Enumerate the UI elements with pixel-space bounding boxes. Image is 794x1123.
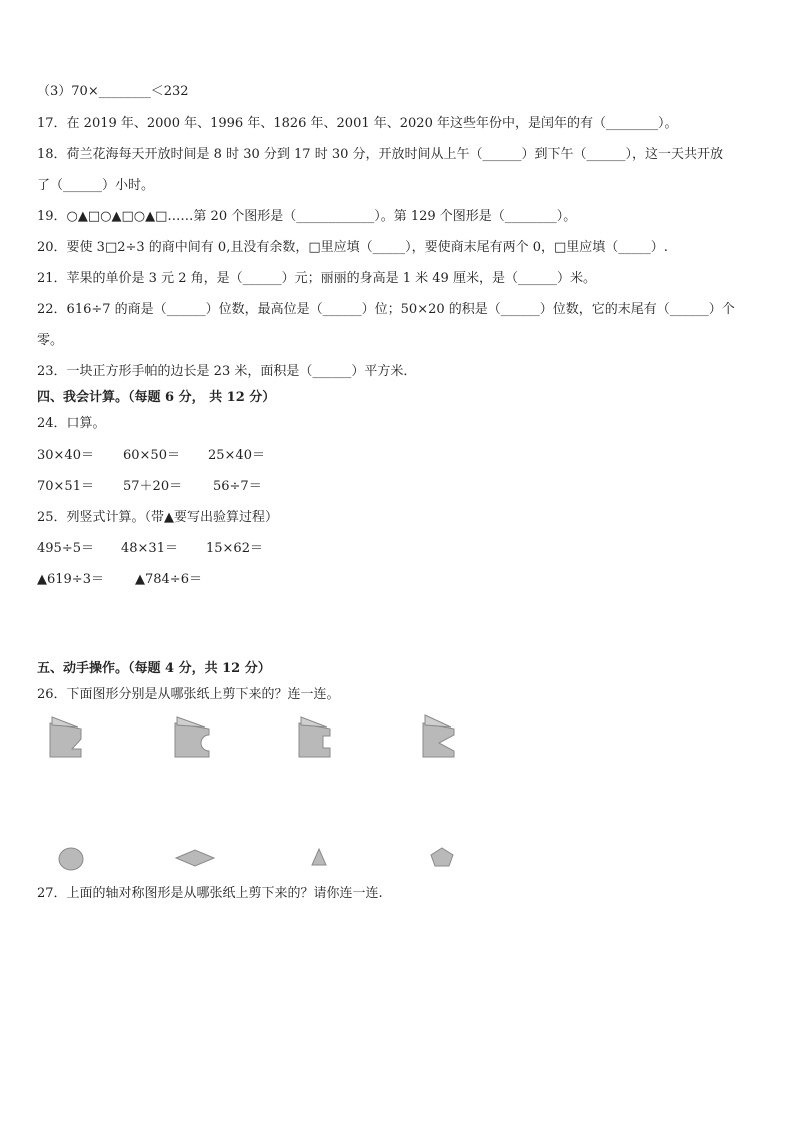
vertical-row-2 xyxy=(37,571,737,589)
question-18-line-1: 18．荷兰花海每天开放时间是 8 时 30 分到 17 时 30 分，开放时间从上午（______）到下午（______），这一天共开放 xyxy=(37,147,723,162)
question-18-line-2: 了（______）小时。 xyxy=(37,178,155,193)
pentagon-icon xyxy=(429,846,455,868)
section-4-title: 四、我会计算。（每题 6 分， 共 12 分） xyxy=(37,390,276,405)
triangle-icon xyxy=(309,847,329,867)
rhombus-icon xyxy=(174,848,216,868)
oral-item: 30×40＝ xyxy=(37,448,94,463)
folded-paper-1-icon xyxy=(48,715,84,759)
question-17: 17．在 2019 年、2000 年、1996 年、1826 年、2001 年、2020 年这些年份中，是闰年的有（________）。 xyxy=(37,116,678,131)
folded-paper-4-icon xyxy=(421,713,457,759)
oral-item: 70×51＝ xyxy=(37,479,94,494)
question-26: 26．下面图形分别是从哪张纸上剪下来的？连一连。 xyxy=(37,687,340,702)
oral-row-1 xyxy=(37,447,737,465)
question-22-line-2: 零。 xyxy=(37,333,64,348)
oral-item: 57＋20＝ xyxy=(123,479,183,494)
oral-item: 56÷7＝ xyxy=(213,479,262,494)
vertical-item: 15×62＝ xyxy=(206,541,263,556)
section-5-title: 五、动手操作。（每题 4 分，共 12 分） xyxy=(37,661,271,676)
question-21: 21．苹果的单价是 3 元 2 角，是（______）元；丽丽的身高是 1 米 49 厘米，是（______）米。 xyxy=(37,271,596,286)
folded-paper-3-icon xyxy=(297,715,333,759)
question-19: 19．○▲□○▲□○▲□……第 20 个图形是（____________）。第 129 个图形是（________）。 xyxy=(37,209,577,224)
vertical-item: 495÷5＝ xyxy=(37,541,94,556)
question-23: 23．一块正方形手帕的边长是 23 米，面积是（______）平方米． xyxy=(37,364,417,379)
question-24: 24．口算。 xyxy=(37,416,106,431)
oral-item: 25×40＝ xyxy=(208,448,265,463)
question-20: 20．要使 3□2÷3 的商中间有 0,且没有余数，□里应填（_____），要使商末尾有两个 0，□里应填（_____）. xyxy=(37,240,668,255)
oral-row-2 xyxy=(37,478,737,496)
vertical-row-1 xyxy=(37,540,737,558)
question-22-line-1: 22．616÷7 的商是（______）位数，最高位是（______）位；50×20 的积是（______）位数，它的末尾有（______）个 xyxy=(37,302,735,317)
vertical-item: 48×31＝ xyxy=(121,541,178,556)
oral-item: 60×50＝ xyxy=(123,448,180,463)
question-16-part-3: （3）70×________＜232 xyxy=(37,84,189,99)
vertical-item: ▲784÷6＝ xyxy=(135,572,202,587)
vertical-item: ▲619÷3＝ xyxy=(37,572,104,587)
folded-paper-2-icon xyxy=(173,715,213,759)
question-25: 25．列竖式计算。（带▲要写出验算过程） xyxy=(37,510,279,525)
question-27: 27．上面的轴对称图形是从哪张纸上剪下来的？请你连一连. xyxy=(37,886,383,901)
circle-icon xyxy=(57,846,85,872)
